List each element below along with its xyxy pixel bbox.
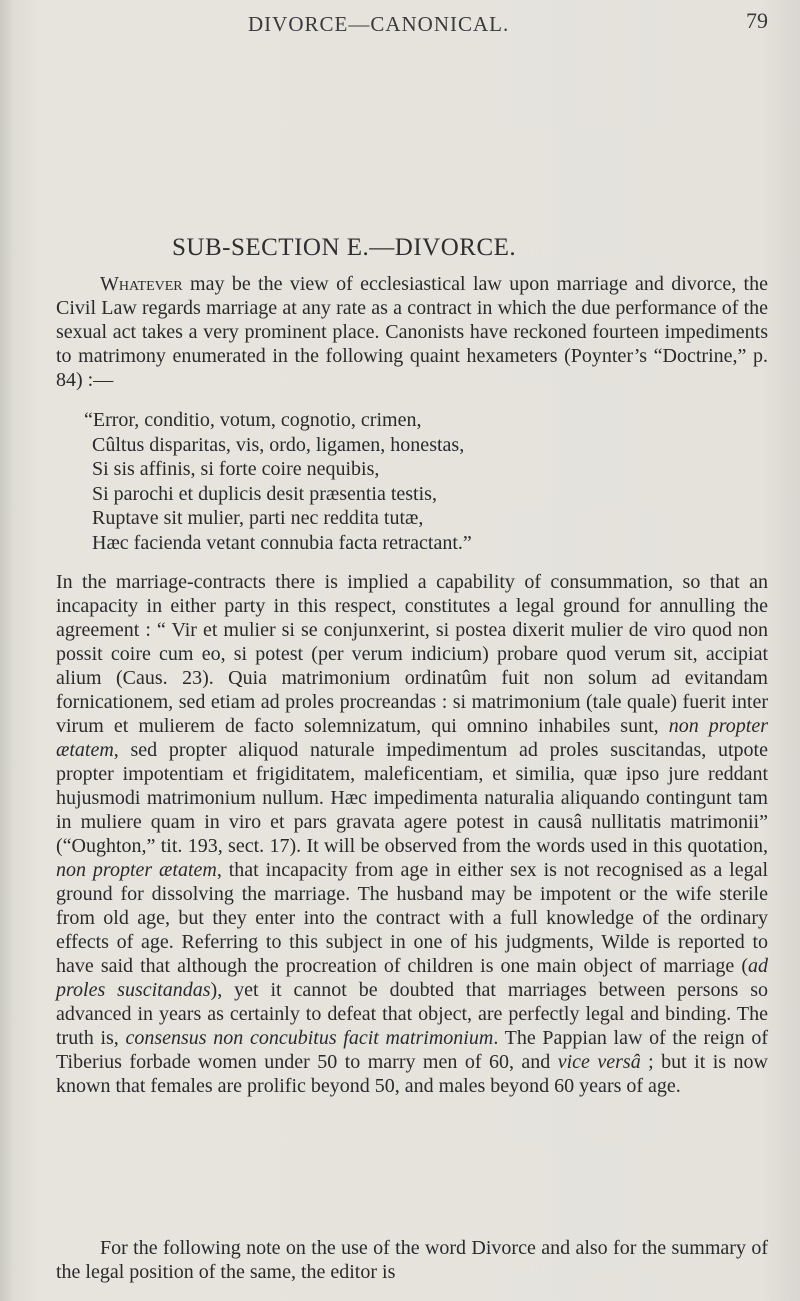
text-run: , sed propter aliquod naturale impedimentum ad proles suscitandas, utpote propter impotentiam et frigiditatem, maleficentiam, et similia, quæ ipso jure reddant hujusmodi matrimonium nullum. Hæc impedimenta naturalia aliquando contingunt tam in muliere quam in viro et pars gravata agere potest in causâ nullitatis matrimonii” (“Oughton,” tit. 193, sect. 17). It will be observed from the words used in this quotation,: [56, 739, 768, 857]
text-run: In the marriage-contracts there is implied a capability of consummation, so that an incapacity in either party in this respect, constitutes a legal ground for annulling the agreement : “ Vir et mulier si se conjunxerint, si postea dixerit mulier de viro quod non possit coire cum eo, si potest (per verum indicium) probare quod verum sit, accipiat alium (Caus. 23). Quia matrimonium ordinatûm fuit non solum ad evitandam fornicationem, sed etiam ad proles procreandas : si matrimonium (tale quale) fuerit inter virum et mulierem de facto solemnizatum, qui omnino inhabiles sunt,: [56, 571, 768, 737]
italic-phrase: consensus non concubitus facit matrimonium: [125, 1027, 494, 1049]
italic-phrase: non propter ætatem: [56, 715, 769, 761]
running-head: [248, 8, 768, 42]
latin-hexameters: [84, 408, 744, 555]
paragraph-lead-word: Whatever: [100, 273, 183, 295]
italic-phrase: vice versâ: [557, 1051, 641, 1073]
running-title: DIVORCE—CANONICAL.: [248, 12, 510, 36]
text-run: . The Pappian law of the reign of Tiberius forbade women under 50 to marry men of 60, and: [56, 1027, 768, 1073]
verse-line: Hæc facienda vetant connubia facta retractant.”: [92, 531, 472, 554]
verse-line: Cûltus disparitas, vis, ordo, ligamen, honestas,: [92, 433, 465, 456]
paragraph-intro-text: may be the view of ecclesiastical law upon marriage and divorce, the Civil Law regards marriage at any rate as a contract in which the due performance of the sexual act takes a very prominent place. Canonists have reckoned fourteen impediments to matrimony enumerated in the following quaint hexameters (Poynter’s “Doctrine,” p. 84) :—: [56, 273, 768, 391]
text-run: ), yet it cannot be doubted that marriages between persons so advanced in years as certainly to defeat that object, are perfectly legal and binding. The truth is,: [56, 979, 768, 1049]
verse-line: “Error, conditio, votum, cognotio, crimen,: [84, 409, 422, 431]
page-number: 79: [746, 8, 768, 33]
paragraph-note: For the following note on the use of the word Divorce and also for the summary of the legal position of the same, the editor is: [56, 1237, 768, 1283]
verse-line: Si parochi et duplicis desit præsentia testis,: [92, 482, 437, 505]
italic-phrase: non propter ætatem: [56, 859, 217, 881]
paragraph-consummation: [56, 570, 768, 1098]
text-run: ; but it is now known that females are prolific beyond 50, and males beyond 60 years of age.: [56, 1051, 768, 1097]
verse-line: Ruptave sit mulier, parti nec reddita tutæ,: [92, 507, 424, 529]
verse-line: Si sis affinis, si forte coire nequibis,: [92, 458, 380, 480]
section-heading: SUB-SECTION E.—DIVORCE.: [172, 234, 517, 261]
text-run: , that incapacity from age in either sex is not recognised as a legal ground for dissolving the marriage. The husband may be impotent or the wife sterile from old age, but they enter into the contract with a full knowledge of the ordinary effects of age. Referring to this subject in one of his judgments, Wilde is reported to have said that although the procreation of children is one main object of marriage (: [56, 859, 769, 977]
italic-phrase: ad proles suscitandas: [56, 955, 768, 1001]
paragraph-intro: [56, 272, 768, 392]
